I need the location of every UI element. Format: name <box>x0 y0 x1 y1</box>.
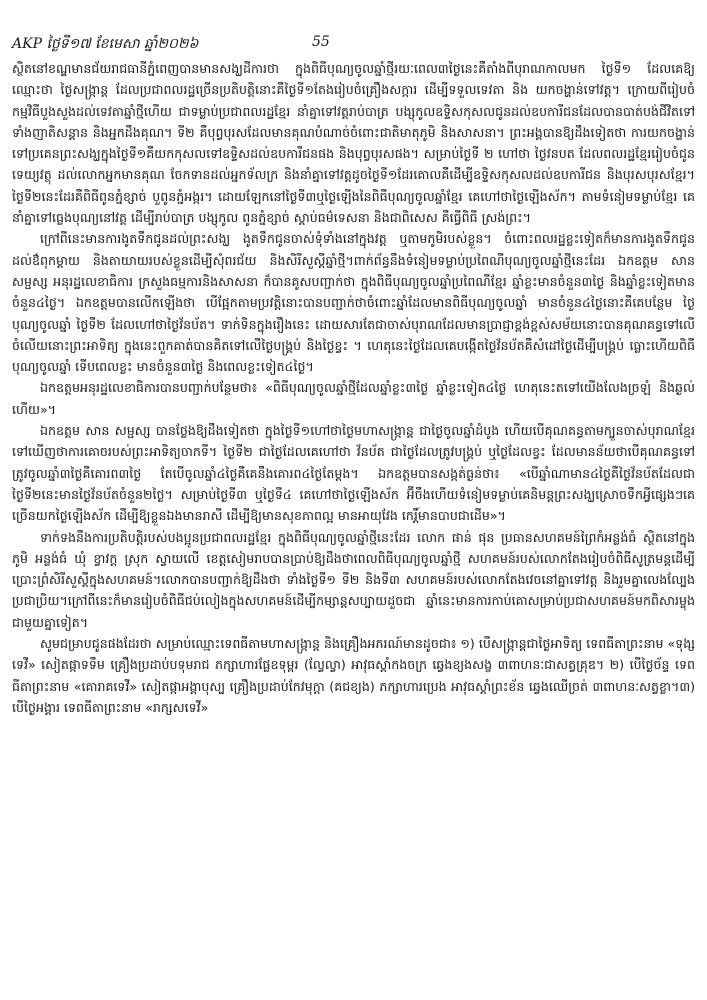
paragraph: ឯកឧត្តម សាន សម្ផស្ស បានថ្លែងឱ្យដឹងទៀតថា ក្នុងថ្ងៃទី១ហៅថាថ្ងៃមហាសង្ក្រាន្ត ជាថ្ងៃចូលឆ្នាំដំបូង ហើយបើគុណគន្ធតាមក្បួនចាស់បុរាណខ្មែរទៅឃើញថាការគោចរបស់ព្រះអាទិត្យចាកទី។ ថ្ងៃទី២ ជាថ្ងៃដែលគេហៅថា វ័នប័ត ជាថ្ងៃដែលត្រូវបង្គ្រប់ ឬថ្ងៃដែលខ្វះ ដែលមានន័យថាបើគុណគន្ធទៅត្រូវចូលឆ្នាំ៣ថ្ងៃគឺគោរព៣ថ្ងៃ តែបើចូលឆ្នាំ៤ថ្ងៃគឺគេនឹងគោរព៤ថ្ងៃតែម្ដង។ ឯកឧត្តមបានសង្កត់ធ្ងន់ថា៖ «បើឆ្នាំណាមាន៤ថ្ងៃគឺថ្ងៃវ័នប័តដែលជាថ្ងៃទី២នេះមានថ្ងៃវ័នប័តចំនួន២ថ្ងៃ។ សម្រាប់ថ្ងៃទី៣ ឬថ្ងៃទី៤ គេហៅថាថ្ងៃឡើងស័ក អ៊ីចឹងហើយទំនៀមទម្លាប់គេនិមន្តព្រះសង្ឃស្រោចទឹកអ្វីផ្សេងៗគេច្រើនយកថ្ងៃឡើងស័ក ដើម្បីឱ្យខ្លួនឯងមានរាសី ដើម្បីឱ្យមានសុខភាពល្អ មានអាយុវែង កេរ្តិ៍មានបាបជាដើម»។ <box>12 423 695 524</box>
page-number: 55 <box>312 34 330 50</box>
paragraph: ទាក់ទងនឹងការប្រតិបត្តិរបស់បងប្អូនប្រជាពលរដ្ឋខ្មែរ ក្នុងពិធីបុណ្យចូលឆ្នាំថ្មីនេះដែរ លោក ផាន់ ផុន ប្រធានសហគមន៍ព្រៃកំអន្លង់ធំ ស្ថិតនៅក្នុងភូមិ អន្លង់ធំ ឃុំ ខ្វាវក្ត ស្រុក ស្វាយលើ ខេត្តសៀមរាបបានប្រាប់ឱ្យដឹងថាពេលពិធីបុណ្យចូលឆ្នាំថ្មី សហគមន៍របស់លោកតែងរៀបចំពិធីសូត្រមន្តដើម្បីប្រោះព្រំសិរីសួស្ដីក្នុងសហគមន៍។លោកបានបញ្ជាក់ឱ្យដឹងថា ទាំងថ្ងៃទី១ ទី២ និងទី៣ សហគមន៍របស់លោកតែងវេចនៅគ្នាទៅវត្ត និងរួមគ្នាលេងល្បែងប្រជាប្រិយ។ក្រៅពីនេះក៏មានរៀបចំពិធីជប់លៀងក្នុងសហគមន៍ដើម្បីកម្សាន្តសប្បាយដួចជា ឆ្នាំនេះមានការកាប់គោសម្រាប់ប្រជាសហគមន៍មកពិសារម្ចុងជាមួយគ្នាទៀត។ <box>12 529 695 630</box>
paragraph: ក្រៅពីនេះមានការងូតទឹកជូនដល់ព្រះសង្ឃ ងូតទឹកជូនចាស់ទុំទាំងនៅក្នុងវត្ត ឬតាមភូមិរបស់ខ្លួន។ ចំពោះពលរដ្ឋខ្លះទៀតក៏មានការងូតទឹកជូនដល់ឳពុកម្ដាយ និងតាយាយរបស់ខ្លួនដើម្បីសុំពរជ័យ និងសិរីសួស្ដីឆ្នាំថ្មី។ពាក់ព័ន្ធនឹងទំនៀមទម្លាប់ប្រពៃណីបុណ្យចូលឆ្នាំថ្មីនេះដែរ ឯកឧត្តម សាន សម្ផស្ស អនុរដ្ឋលេខាធិការ ក្រសួងធម្មការនិងសាសនា ក៏បានគូសបញ្ជាក់ថា ក្នុងពិធីបុណ្យចូលឆ្នាំប្រពៃណីខ្មែរ ឆ្នាំខ្លះមានចំនួន៣ថ្ងៃ និងឆ្នាំខ្លះទៀតមានចំនួន៤ថ្ងៃ។ ឯកឧត្តមបានលើកឡើងថា បើផ្អែកតាមប្រវត្តិនោះបានបញ្ជាក់ថាចំពោះឆ្នាំដែលមានពិធីបុណ្យចូលឆ្នាំ មានចំនួន៤ថ្ងៃនោះគឺគេបន្ថែម ថ្ងៃបុណ្យចូលឆ្នាំ ថ្ងៃទី២ ដែលហៅថាថ្ងៃវ័នប័ត។ ទាក់ទិនក្នុងរឿងនេះ ដោយសារតែជាចាស់បុរាណដែលមានប្រាជ្ញាខ្ពង់ខ្ពស់សម័យនោះបានគុណគន្ធទៅលើចំលើយនោះព្រះអាទិត្យ ក្នុងនេះពួកគាត់បានគិតទៅលើថ្ងៃបង្គ្រប់ និងថ្ងៃខ្វះ ។ ហេតុនេះថ្ងៃដែលគេបង្កើតថ្ងៃវ័នប័តគឺសំដៅថ្ងៃដើម្បីបង្គ្រប់ ធ្លោះហើយពិធីបុណ្យចូលឆ្នាំ ទើបពេលខ្លះ មានចំនួន៣ថ្ងៃ និងពេលខ្លះទៀត៤ថ្ងៃ។ <box>12 231 695 375</box>
running-header <box>12 34 695 54</box>
article-body <box>12 58 695 718</box>
paragraph: សូមជម្រាបជូនផងដែរថា សម្រាប់ឈ្មោះទេពធីតាមហាសង្ក្រាន្ត និងគ្រឿងអភរណ៍មានដូចជា៖ ១) បើសង្ក្រាន្តជាថ្ងៃអាទិត្យ ទេពធីតាព្រះនាម «ទុង្សទេវី» សៀតផ្កាទទឹម គ្រឿងប្រដាប់បទុមរាជ ភក្សាហារផ្លែឧទុម្ពរ (ល្វែល្វា) អាវុធស្ដាំកងចក្រ ឆ្វេងខ្យងសង្ខ ៣ពាហនៈជាសត្វគ្រុឌ។ ២) បើថ្ងៃច័ន្ទ ទេពធីតាព្រះនាម «គោរាគទេវី» សៀតផ្កាអង្គាបុស្ប គ្រឿងប្រដាប់កែវមុក្តា (គជខ្យង) ភក្សាហារប្រេង អាវុធស្ដាំព្រះខ័ន ឆ្វេងឈើច្រត់ ៣ពាហនៈសត្វខ្លា។៣) បើថ្ងៃអង្គារ ទេពធីតាព្រះនាម «រាក្សសទេវី» <box>12 636 695 715</box>
paragraph: ស្ថិតនៅខណ្ឌមានជ័យរាជធានីភ្នំពេញបានមានសង្ឃដីការថា ក្នុងពិធីបុណ្យចូលឆ្នាំថ្មីរយៈពេល៣ថ្ងៃនេះគឺតាំងពីបុរាណកាលមក ថ្ងៃទី១ ដែលគេឱ្យឈ្មោះថា ថ្ងៃសង្ក្រាន្ត ដែលប្រជាពលរដ្ឋច្រើនប្រតិបត្តិនោះគឺថ្ងៃទី១តែងរៀបចំគ្រឿងសក្ការ ដើម្បីទទួលទេវតា និង យកចង្ហាន់ទៅវត្ត។ ក្រោយពីរៀបចំកម្មវិធីបួងសួងដល់ទេវតាឆ្នាំថ្មីហើយ ជាទម្លាប់ប្រជាពលរដ្ឋខ្មែរ នាំគ្នាទៅវត្តរាប់បាត្រ បង្សុកូលឧទ្ទិសកុសលជូនដល់ឧបការីជនដែលបានបាត់បង់ជីវិតទៅទាំងញាតិសន្តាន និងអ្នកដឹងគុណ។ ទី២ គឺបុព្វបុរសដែលមានគុណបំណាច់ចំពោះជាតិមាតុភូមិ និងសាសនា។ ព្រះអង្គបានឱ្យដឹងទៀតថា ការយកចង្ហាន់ទៅប្រគេនព្រះសង្ឃក្នុងថ្ងៃទី១គឺយកកុសលទៅឧទ្ទិសដល់ឧបការីជនផង និងបុព្វបុរសផង។ សម្រាប់ថ្ងៃទី ២ ហៅថា ថ្ងៃវនបត ដែលពលរដ្ឋខ្មែររៀបចំជូនទេយ្យវត្ថុ ដល់លោកអ្នកមានគុណ ចែកទានដល់អ្នកទ័លក្រ និងនាំគ្នាទៅវត្តដូចថ្ងៃទី១ដែរគោលគឺដើម្បីឧទ្ទិសកុសលដល់ឧបការីជន និងបុរសបុរសខ្មែរ។ ថ្ងៃទី២នេះដែរគឺពិធីពូនភ្នំខ្សាច់ បួពូនភ្នំអង្ករ។ ដោយឡែកនៅថ្ងៃទី៣ឬថ្ងៃឡើងនៃពិធីបុណ្យចូលឆ្នាំខ្មែរ គេហៅថាថ្ងៃឡើងស័ក។ តាមទំនៀមទម្លាប់ខ្មែរ គេនាំគ្នាទៅធ្លេងបុណ្យនៅវត្ត ដើម្បីរាប់បាត្រ បង្សុកូល ពូនភ្នំខ្សាច់ ស្ដាប់ធម៌ទេសនា និងជាពិសេស គឺធ្វើពិធី ស្រង់ព្រះ។ <box>12 61 695 226</box>
running-title: AKP ថ្ងៃទី១៧ ខែមេសា ឆ្នាំ២០២៦ <box>12 36 199 52</box>
paragraph: ឯកឧត្តមអនុរដ្ឋលេខាធិការបានបញ្ជាក់បន្ថែមថា៖ «ពិធីបុណ្យចូលឆ្នាំថ្មីដែលឆ្នាំខ្លះ៣ថ្ងៃ ឆ្នាំខ្លះទៀត៤ថ្ងៃ ហេតុនេះតទៅយើងលែងច្រឡំ និងឆ្ងល់ហើយ»។ <box>12 380 695 417</box>
